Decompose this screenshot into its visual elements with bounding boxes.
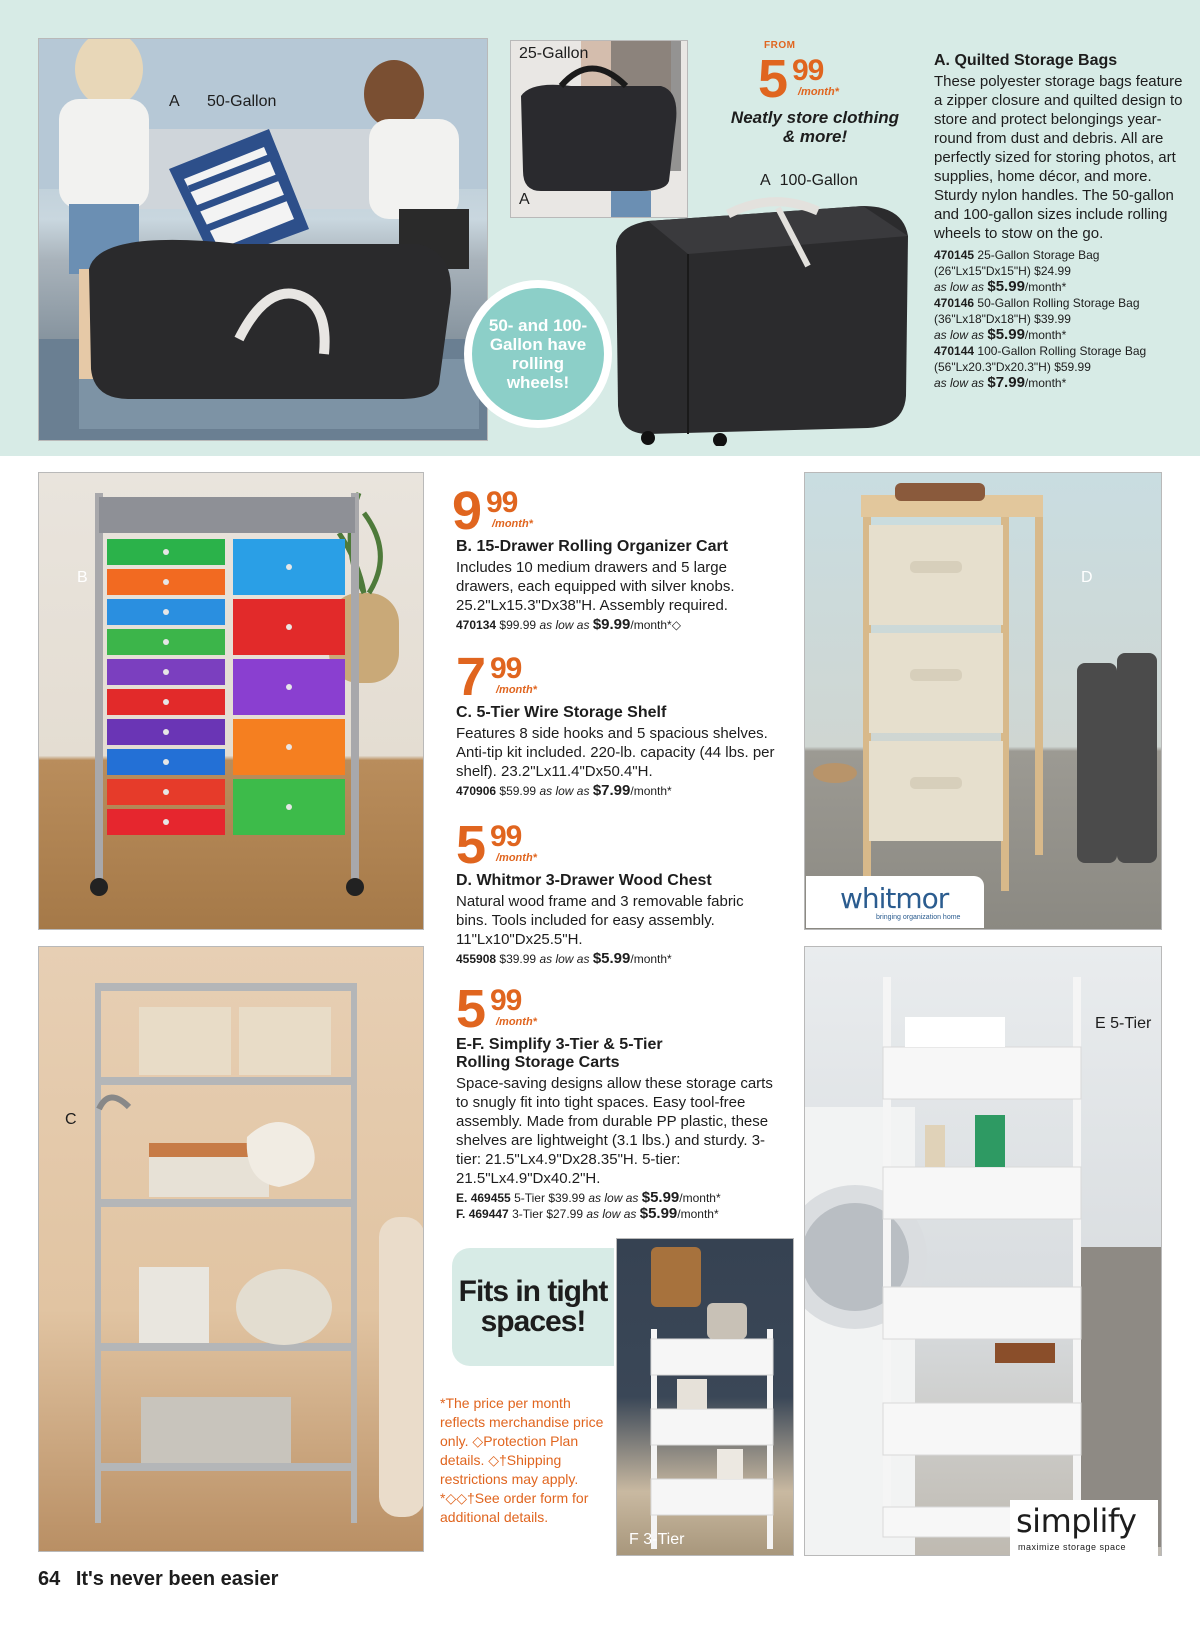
product-title-line2: Rolling Storage Carts	[456, 1054, 620, 1071]
sku-price: $59.99	[1054, 360, 1091, 374]
drawer-knob	[163, 729, 169, 735]
monthly-price: $7.99	[592, 782, 631, 799]
sku-tier: 3-Tier	[512, 1207, 543, 1221]
as-low-as: as low as	[539, 618, 590, 632]
price-cents: 99	[490, 652, 522, 685]
label-letter: E	[1095, 1015, 1106, 1032]
monthly-price: $5.99	[987, 326, 1025, 343]
as-low-as: as low as	[934, 280, 985, 294]
as-low-as: as low as	[934, 376, 985, 390]
sku-price: $39.99	[1034, 312, 1071, 326]
photo-5-tier-cart	[804, 946, 1162, 1556]
sku-number: 470146	[934, 296, 975, 310]
label-letter: F	[629, 1531, 639, 1548]
product-c-details	[456, 704, 786, 799]
label-size: 100-Gallon	[779, 172, 858, 189]
sku-number: 455908	[456, 952, 497, 966]
label-size: 5-Tier	[1110, 1015, 1152, 1032]
brand-name: simplify	[1016, 1502, 1137, 1540]
sku-row	[456, 783, 786, 799]
price-per: /month*	[492, 518, 533, 530]
price-per: /month*	[496, 1016, 537, 1028]
label-product-a-100	[760, 172, 858, 190]
per-month: /month*	[677, 1207, 719, 1221]
as-low-as: as low as	[588, 1191, 639, 1205]
simplify-logo	[1010, 1500, 1158, 1556]
page-footer	[38, 1568, 278, 1591]
drawer-knob	[163, 639, 169, 645]
monthly-price: $5.99	[592, 950, 631, 967]
product-title: D. Whitmor 3-Drawer Wood Chest	[456, 872, 712, 889]
photo-label-e	[1095, 1015, 1151, 1033]
per-month: /month*	[1024, 328, 1067, 342]
product-b-details	[456, 538, 786, 633]
price-cents: 99	[792, 54, 824, 87]
tagline: Neatly store clothing & more!	[730, 108, 900, 146]
bag-25-illustration	[511, 41, 688, 218]
sku-number: 469447	[468, 1207, 509, 1221]
photo-whitmor-chest	[804, 472, 1162, 930]
drawer-knob	[163, 669, 169, 675]
per-month: /month*	[1024, 376, 1067, 390]
price-tag-ef	[456, 979, 537, 1039]
price-cents: 99	[486, 486, 518, 519]
product-description: Natural wood frame and 3 removable fabric bins. Tools included for easy assembly. 11"Lx10"Dx25.5"H.	[456, 893, 744, 948]
product-description: Space-saving designs allow these storage carts to snugly fit into tight spaces. Easy tool-free assembly. Made from durable PP plastic, these shelves are lightweight (3.1 lbs.) and sturdy. 3-tier: 21.5"Lx4.9"Dx28.35"H. 5-tier: 21.5"Lx4.9"Dx40.2"H.	[456, 1075, 773, 1187]
photo-quilted-bag-50-gallon	[38, 38, 488, 441]
price-main: 5	[758, 49, 786, 109]
as-low-as: as low as	[539, 952, 590, 966]
photo-wire-shelf	[38, 946, 424, 1552]
label-size: 50-Gallon	[207, 93, 277, 110]
per-month: /month*	[630, 784, 672, 798]
price-cents: 99	[490, 984, 522, 1017]
photo-label-f	[629, 1531, 684, 1549]
sku-price: $59.99	[499, 784, 537, 798]
product-title-line1: E-F. Simplify 3-Tier & 5-Tier	[456, 1036, 663, 1053]
price-per: /month*	[496, 852, 537, 864]
monthly-price: $9.99	[592, 616, 631, 633]
as-low-as: as low as	[539, 784, 590, 798]
drawer-knob	[163, 819, 169, 825]
large-drawers	[233, 539, 345, 835]
sku-price: $27.99	[546, 1207, 584, 1221]
sku-dims: (56"Lx20.3"Dx20.3"H)	[934, 360, 1051, 374]
sku-row	[456, 1206, 776, 1222]
price-cents: 99	[490, 820, 522, 853]
product-description: Includes 10 medium drawers and 5 large drawers, each equipped with silver knobs. 25.2"Lx15.3"Dx38"H. Assembly required.	[456, 559, 735, 614]
monthly-price: $5.99	[641, 1189, 680, 1206]
product-d-details	[456, 872, 766, 967]
photo-15-drawer-cart	[38, 472, 424, 930]
photo-label-d: D	[1081, 569, 1093, 586]
photo-quilted-bag-100-gallon	[608, 196, 916, 446]
sku-row	[934, 295, 1184, 343]
price-per: /month*	[496, 684, 537, 696]
sku-number: 469455	[470, 1191, 511, 1205]
page-number: 64	[38, 1568, 61, 1590]
sku-row	[456, 1190, 776, 1206]
five-tier-cart-illustration	[805, 947, 1162, 1556]
sku-prefix: E.	[456, 1191, 468, 1205]
per-month: /month*	[679, 1191, 721, 1205]
drawer-knob	[163, 549, 169, 555]
footer-tagline: It's never been easier	[75, 1568, 279, 1590]
photo-quilted-bag-25-gallon	[510, 40, 688, 218]
drawer-knob	[286, 564, 292, 570]
whitmor-logo	[806, 876, 984, 928]
drawer-knob	[286, 684, 292, 690]
photo-3-tier-cart	[616, 1238, 794, 1556]
price-main: 9	[452, 481, 480, 541]
small-drawers	[107, 539, 225, 835]
wire-shelf-illustration	[39, 947, 424, 1552]
drawer-knob	[286, 804, 292, 810]
sku-number: 470906	[456, 784, 497, 798]
per-month: /month*	[630, 952, 672, 966]
per-month: /month*◇	[630, 618, 681, 632]
brand-sub: maximize storage space	[1018, 1542, 1127, 1552]
sku-list	[934, 247, 1184, 391]
drawer-knob	[163, 789, 169, 795]
sku-prefix: F.	[456, 1207, 466, 1221]
sku-number: 470145	[934, 248, 975, 262]
price-tag-b	[452, 481, 533, 541]
sku-name: 25-Gallon Storage Bag	[977, 248, 1100, 262]
sku-number: 470134	[456, 618, 497, 632]
per-month: /month*	[1024, 280, 1067, 294]
product-title: B. 15-Drawer Rolling Organizer Cart	[456, 538, 729, 555]
price-footnote: *The price per month reflects merchandise price only. ◇Protection Plan details. ◇†Shipping restrictions may apply. *◇◇†See order form for additional details.	[440, 1395, 604, 1525]
sku-number: 470144	[934, 344, 975, 358]
as-low-as: as low as	[586, 1207, 637, 1221]
drawer-knob	[163, 759, 169, 765]
wood-chest-illustration	[805, 473, 1162, 930]
drawer-knob	[286, 744, 292, 750]
sku-price: $39.99	[499, 952, 537, 966]
fits-in-tight-spaces-callout: Fits in tight spaces!	[452, 1248, 614, 1366]
product-title: C. 5-Tier Wire Storage Shelf	[456, 704, 667, 721]
price-tag-d	[456, 815, 537, 875]
price-tag-c	[456, 647, 537, 707]
product-ef-details	[456, 1036, 776, 1222]
brand-sub: bringing organization home	[876, 914, 961, 921]
product-a-details	[934, 52, 1184, 391]
drawer-knob	[163, 579, 169, 585]
price-tag-a	[758, 40, 839, 109]
sku-price: $99.99	[499, 618, 537, 632]
price-per: /month*	[798, 86, 839, 98]
sku-name: 100-Gallon Rolling Storage Bag	[977, 344, 1147, 358]
monthly-price: $5.99	[639, 1205, 678, 1222]
sku-dims: (26"Lx15"Dx15"H)	[934, 264, 1031, 278]
sku-price: $24.99	[1034, 264, 1071, 278]
photo-label-c: C	[65, 1111, 77, 1128]
product-description: These polyester storage bags feature a zipper closure and quilted design to store and protect belongings year-round from dust and debris. All are perfectly sized for storing photos, art supplies, home décor, and more. Sturdy nylon handles. The 50-gallon and 100-gallon sizes include rolling wheels to stow on the go.	[934, 73, 1183, 242]
three-tier-cart-illustration	[617, 1239, 794, 1556]
photo-label-b: B	[77, 569, 88, 586]
product-title: A. Quilted Storage Bags	[934, 52, 1118, 69]
price-main: 5	[456, 979, 484, 1039]
sku-price: $39.99	[548, 1191, 586, 1205]
monthly-price: $7.99	[987, 374, 1025, 391]
label-letter: A	[519, 191, 530, 208]
price-main: 7	[456, 647, 484, 707]
rolling-wheels-badge	[464, 280, 612, 428]
badge-text: 50- and 100-Gallon have rolling wheels!	[472, 288, 604, 420]
sku-dims: (36"Lx18"Dx18"H)	[934, 312, 1031, 326]
drawer-knob	[163, 609, 169, 615]
sku-row	[456, 617, 786, 633]
label-size: 3-Tier	[643, 1531, 685, 1548]
sku-row	[934, 247, 1184, 295]
label-letter: A	[760, 172, 771, 189]
sku-tier: 5-Tier	[514, 1191, 545, 1205]
sku-name: 50-Gallon Rolling Storage Bag	[977, 296, 1140, 310]
label-letter: A	[169, 93, 180, 110]
drawer-knob	[286, 624, 292, 630]
label-size: 25-Gallon	[519, 45, 589, 62]
bag-100-illustration	[608, 196, 916, 446]
drawer-cart-illustration	[39, 473, 424, 930]
sku-row	[934, 343, 1184, 391]
monthly-price: $5.99	[987, 278, 1025, 295]
drawer-knob	[163, 699, 169, 705]
as-low-as: as low as	[934, 328, 985, 342]
price-from: FROM	[764, 40, 796, 51]
price-main: 5	[456, 815, 484, 875]
sku-row	[456, 951, 766, 967]
brand-name: whitmor	[840, 882, 949, 915]
product-description: Features 8 side hooks and 5 spacious shelves. Anti-tip kit included. 220-lb. capacity (44 lbs. per shelf). 23.2"Lx11.4"Dx50.4"H.	[456, 725, 775, 780]
